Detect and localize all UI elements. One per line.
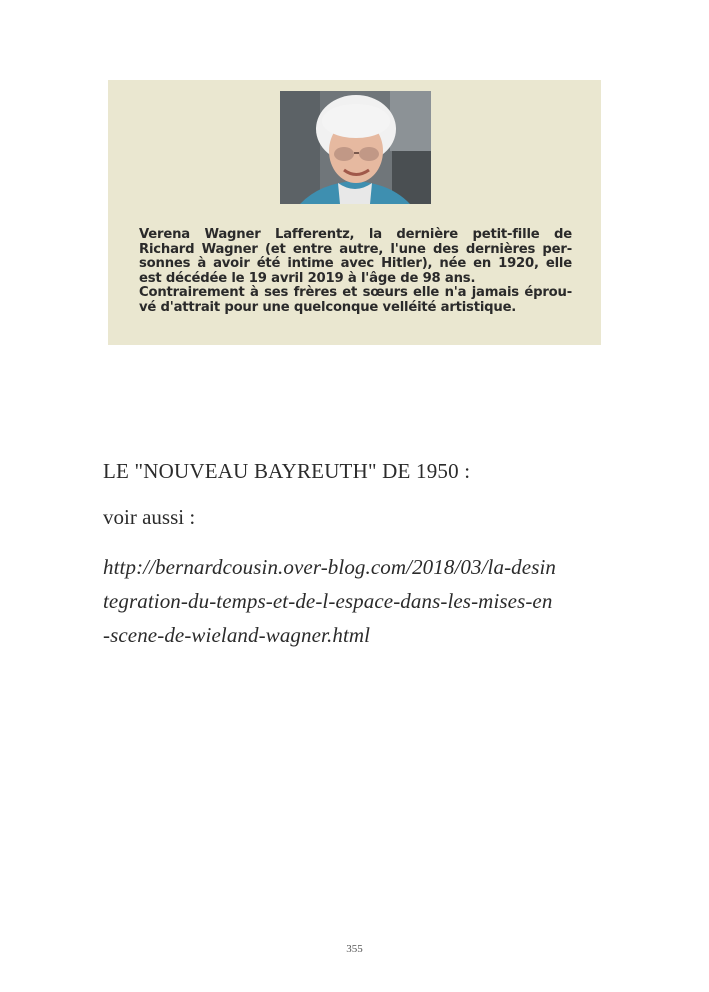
page-number: 355 [346, 943, 363, 955]
caption-line: Verena Wagner Lafferentz, la dernière petit-fille de [139, 227, 572, 242]
caption-line: est décédée le 19 avril 2019 à l'âge de 98 ans. [139, 270, 476, 286]
url-line[interactable]: -scene-de-wieland-wagner.html [103, 623, 371, 647]
url-line[interactable]: tegration-du-temps-et-de-l-espace-dans-les-mises-en [103, 589, 553, 613]
caption-line: sonnes à avoir été intime avec Hitler), née en 1920, elle [139, 256, 572, 272]
caption-text [139, 228, 572, 316]
photo-caption-box [108, 80, 601, 345]
portrait-photo [280, 91, 431, 204]
caption-line: vé d'attrait pour une quelconque velléité artistique. [139, 299, 517, 315]
see-also-label: voir aussi : [103, 505, 196, 529]
caption-line: Richard Wagner (et entre autre, l'une des dernières per- [139, 241, 572, 257]
section-heading: LE "NOUVEAU BAYREUTH" DE 1950 : [103, 459, 471, 483]
url-line[interactable]: http://bernardcousin.over-blog.com/2018/03/la-desin [103, 555, 557, 579]
reference-link[interactable] [103, 550, 608, 652]
caption-line: Contrairement à ses frères et sœurs elle n'a jamais éprou- [139, 285, 572, 301]
